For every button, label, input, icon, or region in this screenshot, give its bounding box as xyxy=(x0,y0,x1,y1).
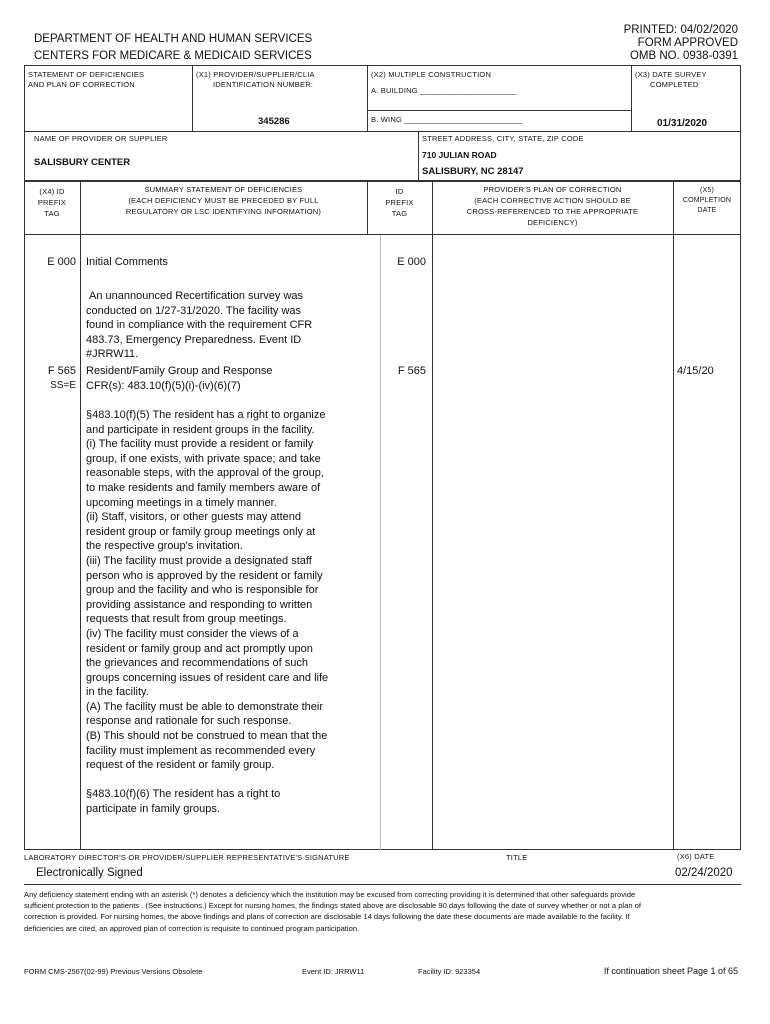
tag-e000: E 000 xyxy=(47,256,76,268)
scope-severity: SS=E xyxy=(50,380,76,391)
id-tag: TAG xyxy=(391,209,408,218)
x5-completion: COMPLETION xyxy=(682,197,732,204)
city-state-zip: SALISBURY, NC 28147 xyxy=(422,166,524,177)
x1-label-2: IDENTIFICATION NUMBER: xyxy=(213,80,314,89)
plan-header-4: DEFICIENCY) xyxy=(527,218,578,227)
x6-date-label: (X6) DATE xyxy=(677,852,715,861)
signature-date: 02/24/2020 xyxy=(675,867,733,879)
tag-e000-right: E 000 xyxy=(397,256,426,268)
plan-header: PROVIDER'S PLAN OF CORRECTION xyxy=(483,185,622,194)
building-field: A. BUILDING ______________________ xyxy=(371,86,517,95)
address-label: STREET ADDRESS, CITY, STATE, ZIP CODE xyxy=(422,134,584,143)
plan-header-3: CROSS-REFERENCED TO THE APPROPRIATE xyxy=(466,207,639,216)
printed-date: PRINTED: 04/02/2020 xyxy=(623,24,738,36)
x4-tag: TAG xyxy=(44,209,60,218)
summary-header: SUMMARY STATEMENT OF DEFICIENCIES xyxy=(144,185,303,194)
form-number: FORM CMS-2567(02-99) Previous Versions Obsolete xyxy=(24,967,203,976)
electronic-signature: Electronically Signed xyxy=(36,867,143,879)
f565-cfr: CFR(s): 483.10(f)(5)(i)-(iv)(6)(7) xyxy=(86,380,241,392)
event-id: Event ID: JRRW11 xyxy=(302,967,365,976)
x5-label: (X5) xyxy=(699,187,715,194)
form-approved: FORM APPROVED xyxy=(637,37,738,49)
id-label: ID xyxy=(395,187,404,196)
x4-prefix: PREFIX xyxy=(37,198,67,207)
x5-date: DATE xyxy=(697,207,717,214)
provider-name: SALISBURY CENTER xyxy=(34,157,131,168)
provider-id: 345286 xyxy=(258,116,290,127)
agency-name: CENTERS FOR MEDICARE & MEDICAID SERVICES xyxy=(34,50,312,62)
omb-number: OMB NO. 0938-0391 xyxy=(629,50,738,62)
disclaimer-text: Any deficiency statement ending with an asterisk (*) denotes a deficiency which the institution may be excused from correcting providing it is determined that other safeguards provide sufficient protection to the patients . (See instructions.) Except for nursing homes, the findings stated above are disclosable 90 days following the date of survey whether or not a plan of correction is provided. For nursing homes, the above findings and plans of correction are disclosable 14 days following the date these documents are made available to the facility. If deficiencies are cited, an approved plan of correction is requisite to continued program participation. xyxy=(24,890,641,933)
x2-label: (X2) MULTIPLE CONSTRUCTION xyxy=(371,70,492,79)
wing-field: B. WING ___________________________ xyxy=(371,115,523,124)
tag-f565: F 565 xyxy=(47,365,76,377)
facility-id: Facility ID: 923354 xyxy=(418,967,481,976)
x3-label-2: COMPLETED xyxy=(650,80,699,89)
completion-date: 4/15/20 xyxy=(677,365,714,377)
summary-header-3: REGULATORY OR LSC IDENTIFYING INFORMATION) xyxy=(125,207,322,216)
x4-label: (X4) ID xyxy=(39,187,65,196)
x1-label: (X1) PROVIDER/SUPPLIER/CLIA xyxy=(196,70,315,79)
tag-f565-right: F 565 xyxy=(397,365,426,377)
statement-label-2: AND PLAN OF CORRECTION xyxy=(28,80,135,89)
continuation-page: If continuation sheet Page 1 of 65 xyxy=(603,966,738,976)
plan-header-2: (EACH CORRECTIVE ACTION SHOULD BE xyxy=(474,196,631,205)
title-label: TITLE xyxy=(506,853,528,862)
x3-label: (X3) DATE SURVEY xyxy=(635,70,707,79)
summary-header-2: (EACH DEFICIENCY MUST BE PRECEDED BY FULL xyxy=(128,196,319,205)
survey-completed-date: 01/31/2020 xyxy=(657,118,708,129)
statement-label: STATEMENT OF DEFICIENCIES xyxy=(28,70,145,79)
department-name: DEPARTMENT OF HEALTH AND HUMAN SERVICES xyxy=(34,33,313,45)
id-prefix: PREFIX xyxy=(385,198,414,207)
initial-comments-title: Initial Comments xyxy=(86,256,168,268)
street-address: 710 JULIAN ROAD xyxy=(422,150,497,160)
signature-label: LABORATORY DIRECTOR'S OR PROVIDER/SUPPLIER REPRESENTATIVE'S SIGNATURE xyxy=(24,853,350,862)
f565-title: Resident/Family Group and Response xyxy=(86,365,273,377)
f565-regulation-text: §483.10(f)(5) The resident has a right to organize and participate in resident groups in the facility. (i) The facility must provide a resident or family group, if one exists, with private space; and take reasonable steps, with the approval of the group, to make residents and family members aware of upcoming meetings in a timely manner. (ii) Staff, visitors, or other guests may attend resident group or family group meetings only at the respective group's invitation. (iii) The facility must provide a designated staff person who is approved by the resident or family group and the facility and who is responsible for providing assistance and responding to written requests that result from group meetings. (iv) The facility must consider the views of a resident or family group and act promptly upon the grievances and recommendations of such groups concerning issues of resident care and life in the facility. (A) The facility must be able to demonstrate their response and rationale for such response. (B) This should not be construed to mean that the facility must implement as recommended every request of the resident or family group. §483.10(f)(6) The resident has a right to participate in family groups. xyxy=(86,409,329,816)
provider-name-label: NAME OF PROVIDER OR SUPPLIER xyxy=(34,134,168,143)
initial-comments-text: An unannounced Recertification survey was conducted on 1/27-31/2020. The facility was found in compliance with the requirement CFR 483.73, Emergency Preparedness. Event ID #JRRW11. xyxy=(86,290,313,361)
